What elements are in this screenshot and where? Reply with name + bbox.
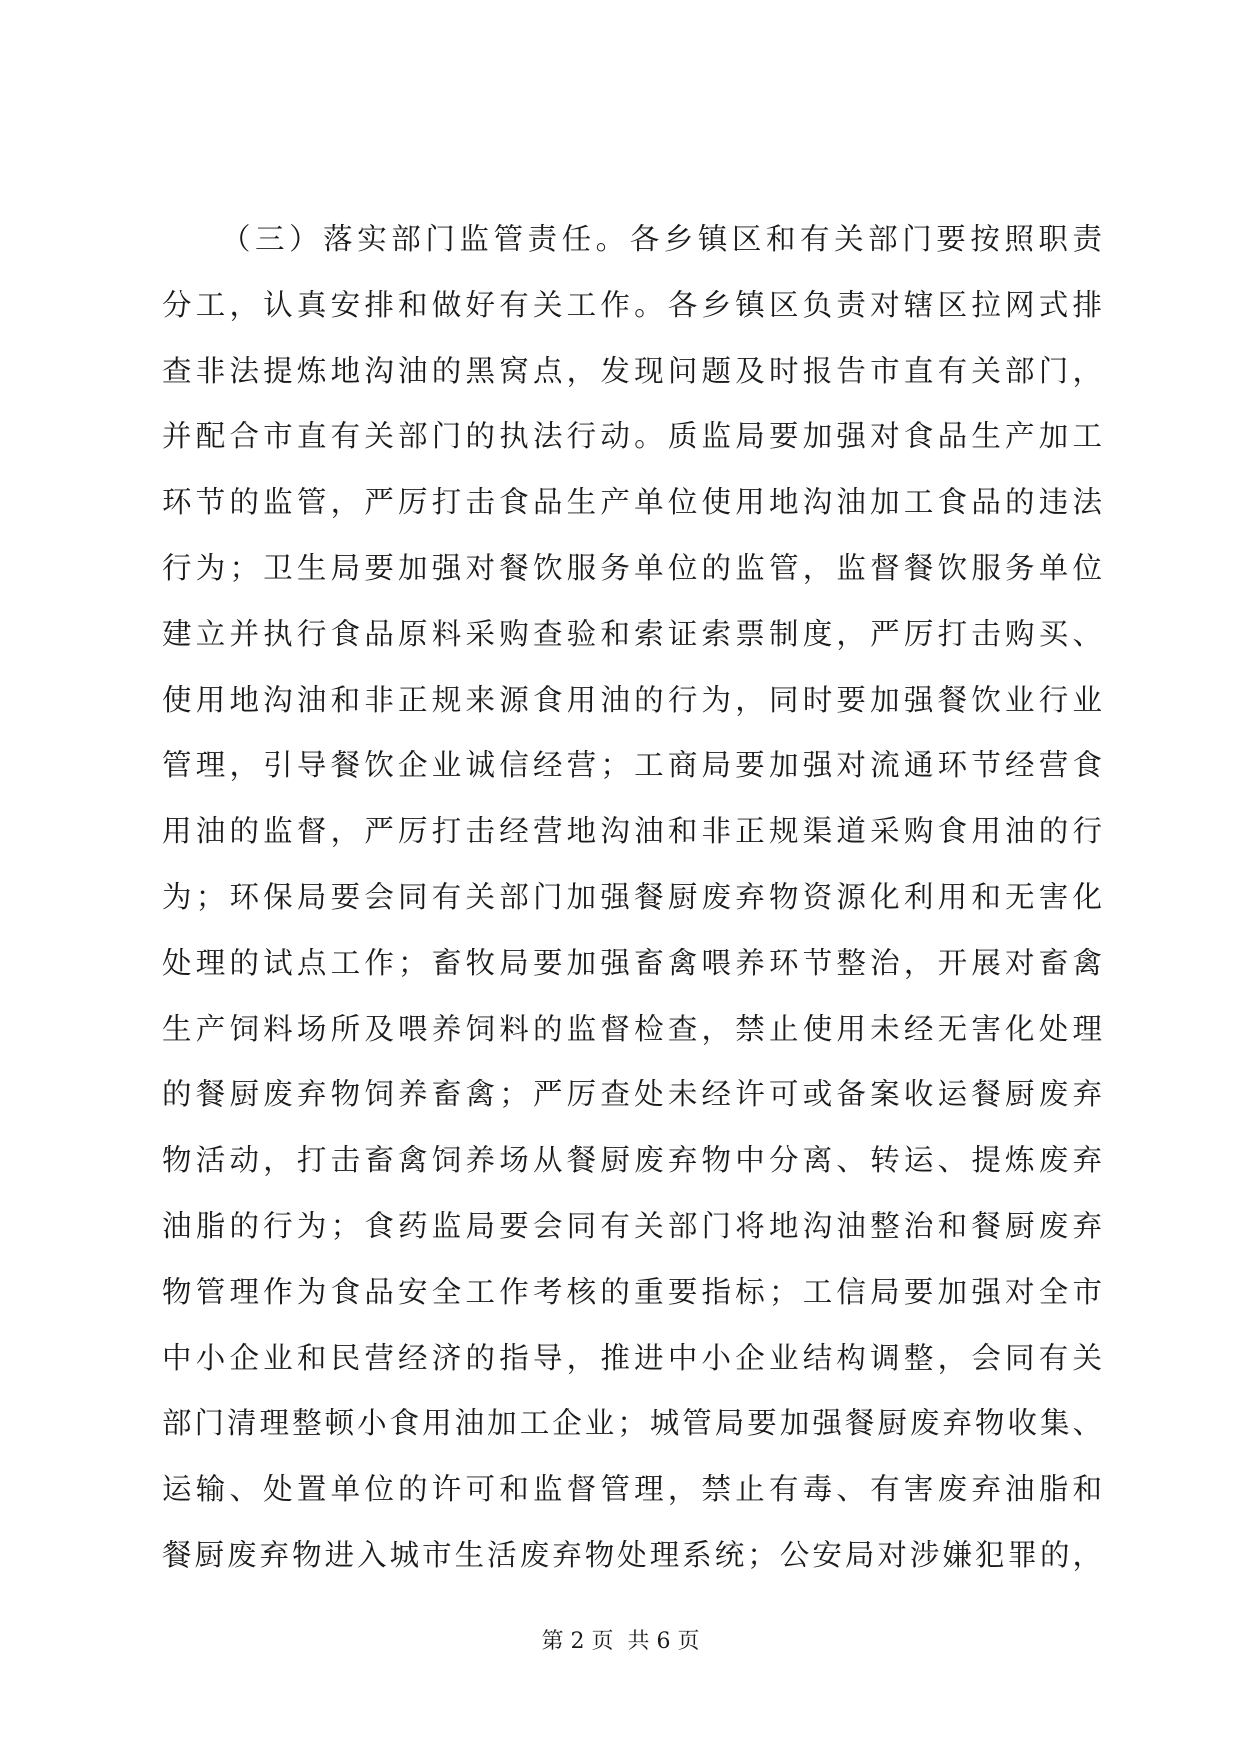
text-line: 处理的试点工作；畜牧局要加强畜禽喂养环节整治，开展对畜禽 (162, 945, 1102, 980)
text-line: 为；环保局要会同有关部门加强餐厨废弃物资源化利用和无害化 (162, 879, 1102, 914)
page-number-footer: 第 2 页 共 6 页 (541, 1629, 700, 1654)
text-line: 并配合市直有关部门的执法行动。质监局要加强对食品生产加工 (162, 419, 1102, 454)
text-line: 物管理作为食品安全工作考核的重要指标；工信局要加强对全市 (162, 1274, 1102, 1309)
text-line: 物活动，打击畜禽饲养场从餐厨废弃物中分离、转运、提炼废弃 (162, 1143, 1102, 1178)
text-line: 的餐厨废弃物饲养畜禽；严厉查处未经许可或备案收运餐厨废弃 (162, 1077, 1102, 1112)
text-line: 餐厨废弃物进入城市生活废弃物处理系统；公安局对涉嫌犯罪的， (162, 1537, 1102, 1572)
text-line: 建立并执行食品原料采购查验和索证索票制度，严厉打击购买、 (162, 616, 1102, 651)
text-line: 用油的监督，严厉打击经营地沟油和非正规渠道采购食用油的行 (162, 814, 1102, 849)
text-line: 生产饲料场所及喂养饲料的监督检查，禁止使用未经无害化处理 (162, 1011, 1102, 1046)
text-line: 行为；卫生局要加强对餐饮服务单位的监管，监督餐饮服务单位 (162, 550, 1102, 585)
text-line: 使用地沟油和非正规来源食用油的行为，同时要加强餐饮业行业 (162, 682, 1102, 717)
text-line: 油脂的行为；食药监局要会同有关部门将地沟油整治和餐厨废弃 (162, 1208, 1102, 1243)
body-paragraph (162, 207, 1102, 1589)
text-line: （三）落实部门监管责任。各乡镇区和有关部门要按照职责 (221, 222, 1102, 256)
text-line: 部门清理整顿小食用油加工企业；城管局要加强餐厨废弃物收集、 (162, 1406, 1102, 1441)
text-line: 查非法提炼地沟油的黑窝点，发现问题及时报告市直有关部门， (162, 353, 1102, 388)
text-line: 中小企业和民营经济的指导，推进中小企业结构调整，会同有关 (162, 1340, 1102, 1375)
text-line: 环节的监管，严厉打击食品生产单位使用地沟油加工食品的违法 (162, 485, 1102, 520)
text-line: 运输、处置单位的许可和监督管理，禁止有毒、有害废弃油脂和 (162, 1472, 1102, 1507)
text-line: 分工，认真安排和做好有关工作。各乡镇区负责对辖区拉网式排 (162, 287, 1102, 322)
text-line: 管理，引导餐饮企业诚信经营；工商局要加强对流通环节经营食 (162, 748, 1102, 783)
